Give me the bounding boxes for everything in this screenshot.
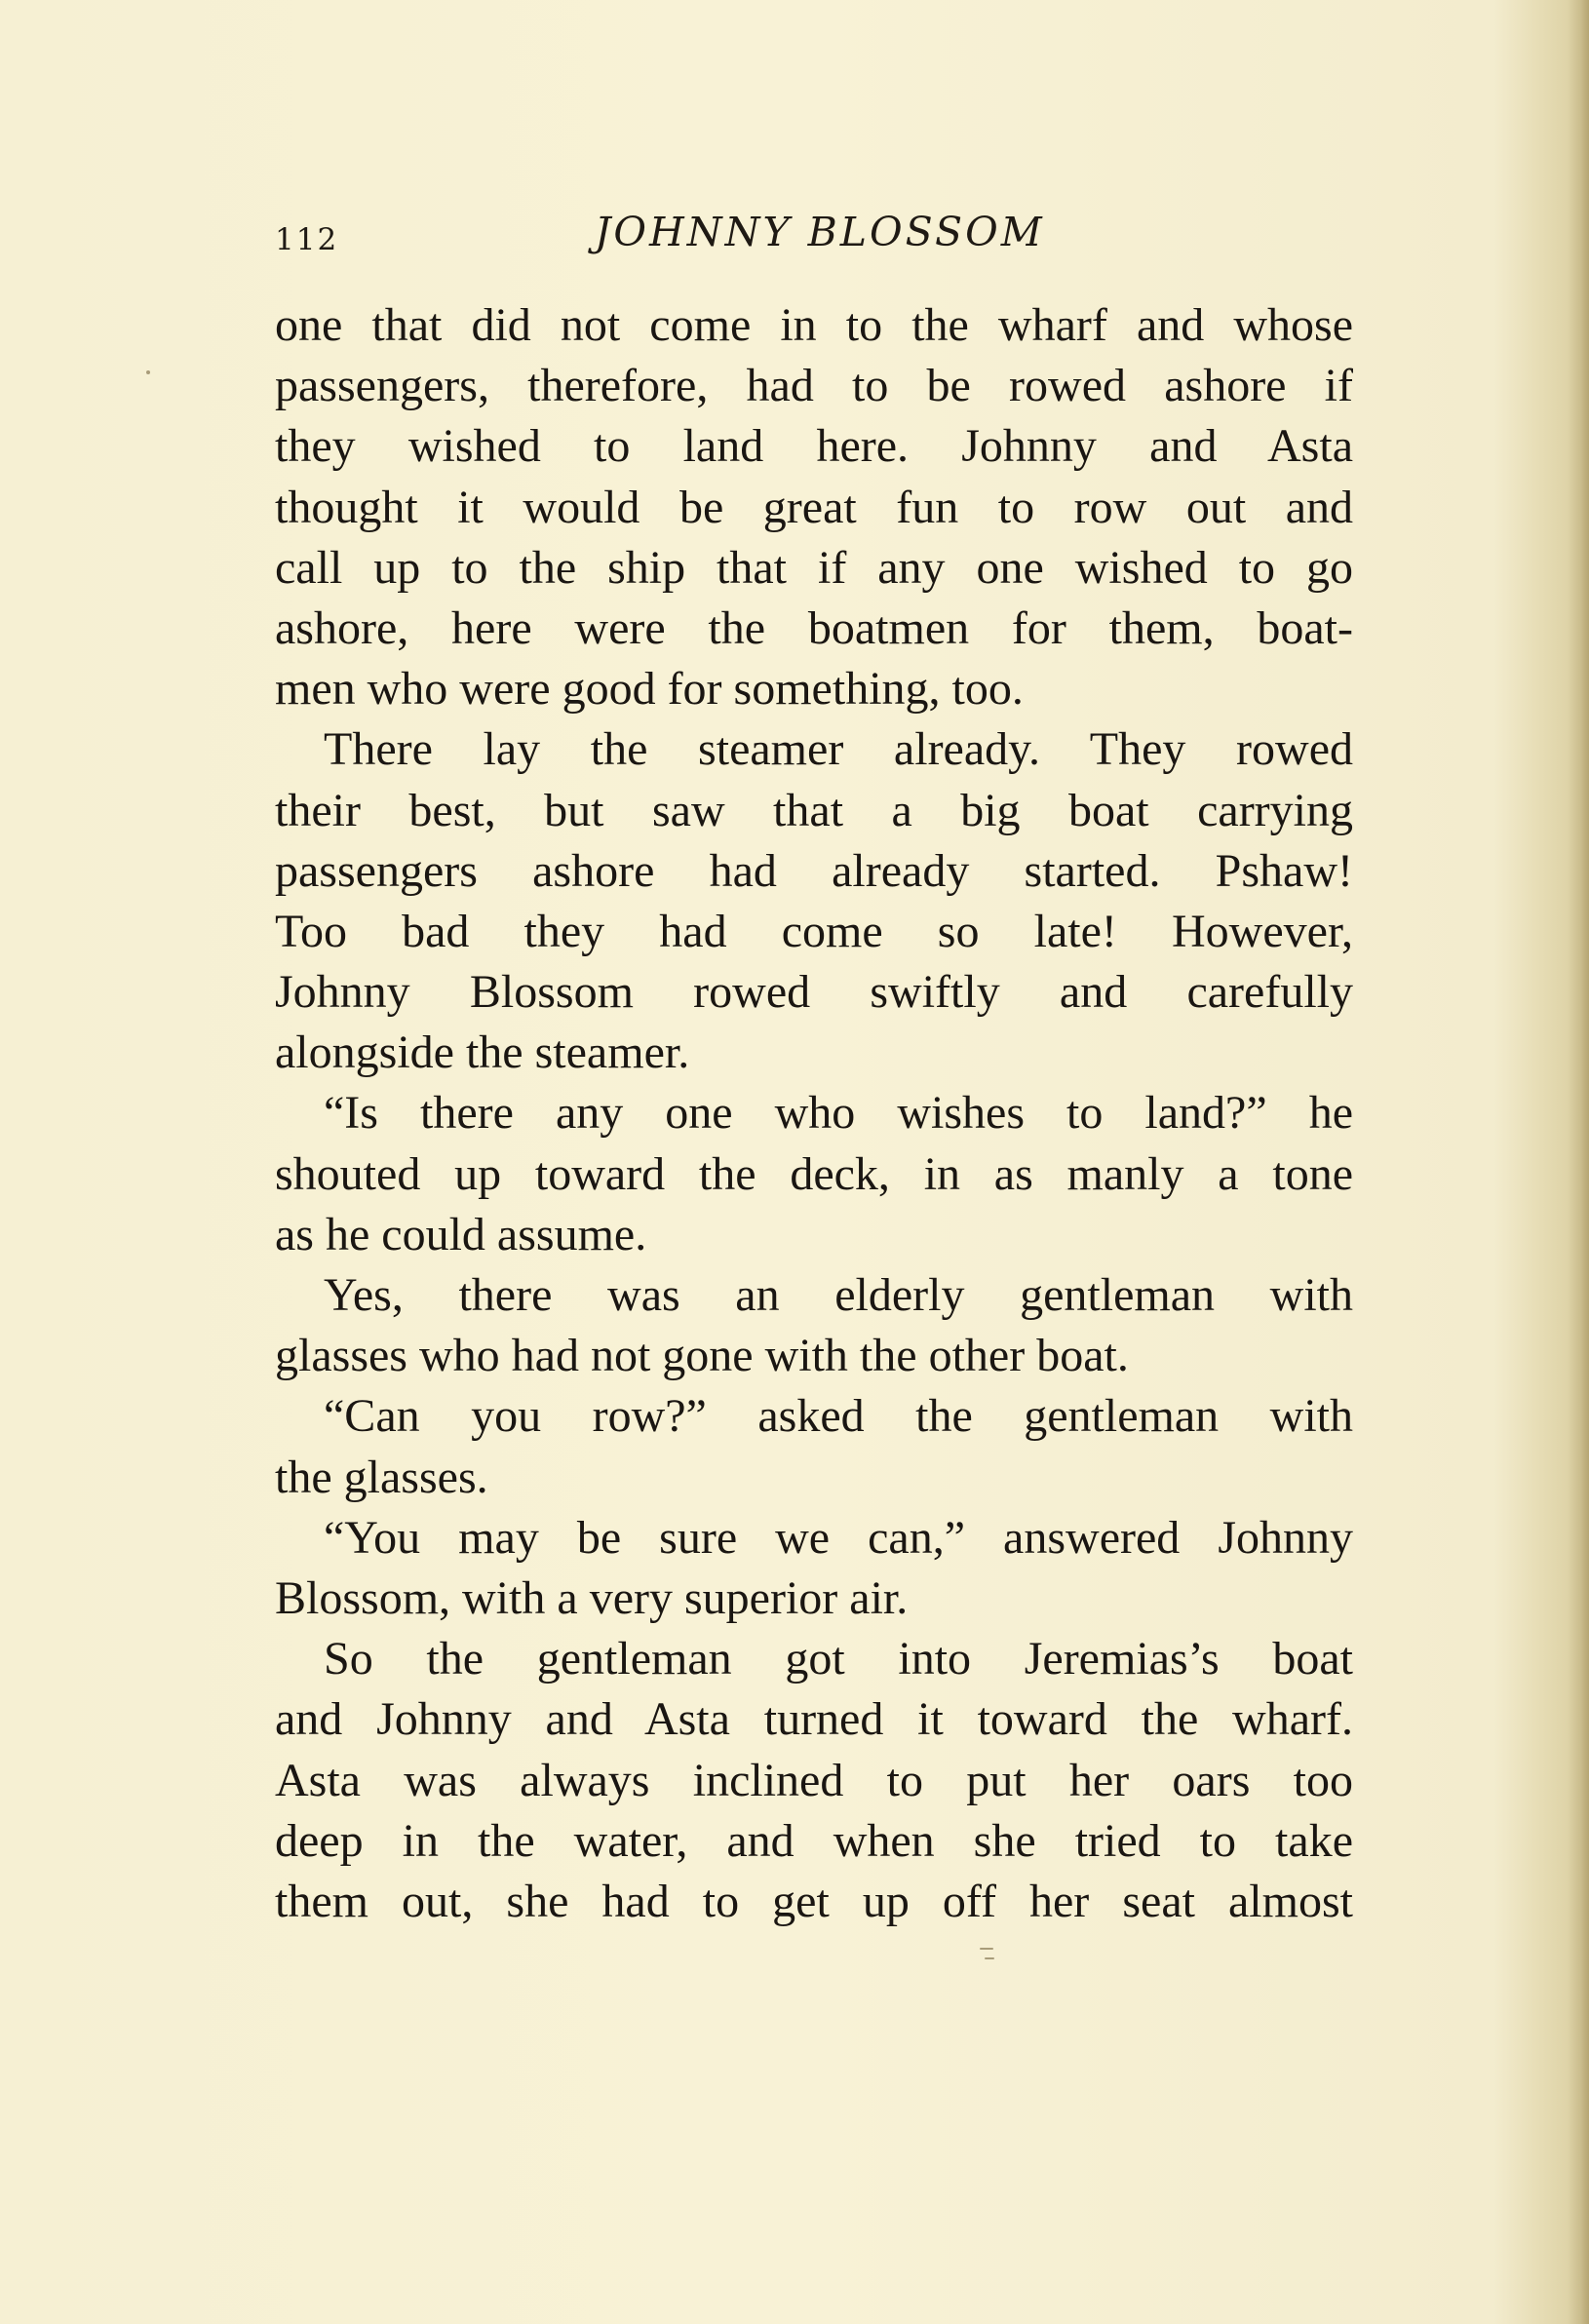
paper-speck [146, 370, 150, 374]
running-head [275, 209, 1353, 271]
text-line: There lay the steamer already. They rowed [324, 723, 1353, 776]
text-line: ashore, here were the boatmen for them, boat- [275, 601, 1353, 654]
text-line: deep in the water, and when she tried to take [275, 1814, 1353, 1867]
text-line: glasses who had not gone with the other boat. [275, 1330, 1129, 1382]
paper-speck [985, 1957, 994, 1959]
text-line: Too bad they had come so late! However, [275, 905, 1353, 957]
page-number: 112 [275, 222, 339, 257]
text-line: they wished to land here. Johnny and Asta [275, 420, 1353, 473]
text-line: Asta was always inclined to put her oars too [275, 1754, 1353, 1806]
text-line: So the gentleman got into Jeremias’s boat [324, 1633, 1353, 1685]
text-line: thought it would be great fun to row out and [275, 481, 1353, 533]
text-line: their best, but saw that a big boat carrying [275, 784, 1353, 836]
text-line: Blossom, with a very superior air. [275, 1571, 909, 1624]
text-line: call up to the ship that if any one wished to go [275, 541, 1353, 594]
text-line: Yes, there was an elderly gentleman with [324, 1269, 1353, 1321]
text-line: as he could assume. [275, 1208, 647, 1260]
paper-speck [980, 1948, 993, 1950]
text-line: shouted up toward the deck, in as manly a tone [275, 1147, 1353, 1200]
text-line: and Johnny and Asta turned it toward the wharf. [275, 1693, 1353, 1746]
text-line: passengers, therefore, had to be rowed ashore if [275, 360, 1353, 412]
text-line: the glasses. [275, 1451, 488, 1503]
text-line: them out, she had to get up off her seat almost [275, 1875, 1353, 1927]
text-line: Johnny Blossom rowed swiftly and carefully [275, 966, 1353, 1019]
text-line: “You may be sure we can,” answered Johnny [324, 1511, 1353, 1564]
text-line: “Can you row?” asked the gentleman with [324, 1390, 1353, 1443]
body-text [275, 295, 1353, 1932]
page-edge-shadow [1568, 0, 1589, 2324]
text-line: alongside the steamer. [275, 1026, 690, 1079]
text-line: men who were good for something, too. [275, 663, 1024, 716]
text-line: passengers ashore had already started. Pshaw! [275, 844, 1353, 897]
text-line: one that did not come in to the wharf and whose [275, 299, 1353, 351]
book-title: JOHNNY BLOSSOM [595, 209, 1045, 255]
text-line: “Is there any one who wishes to land?” he [324, 1087, 1353, 1140]
